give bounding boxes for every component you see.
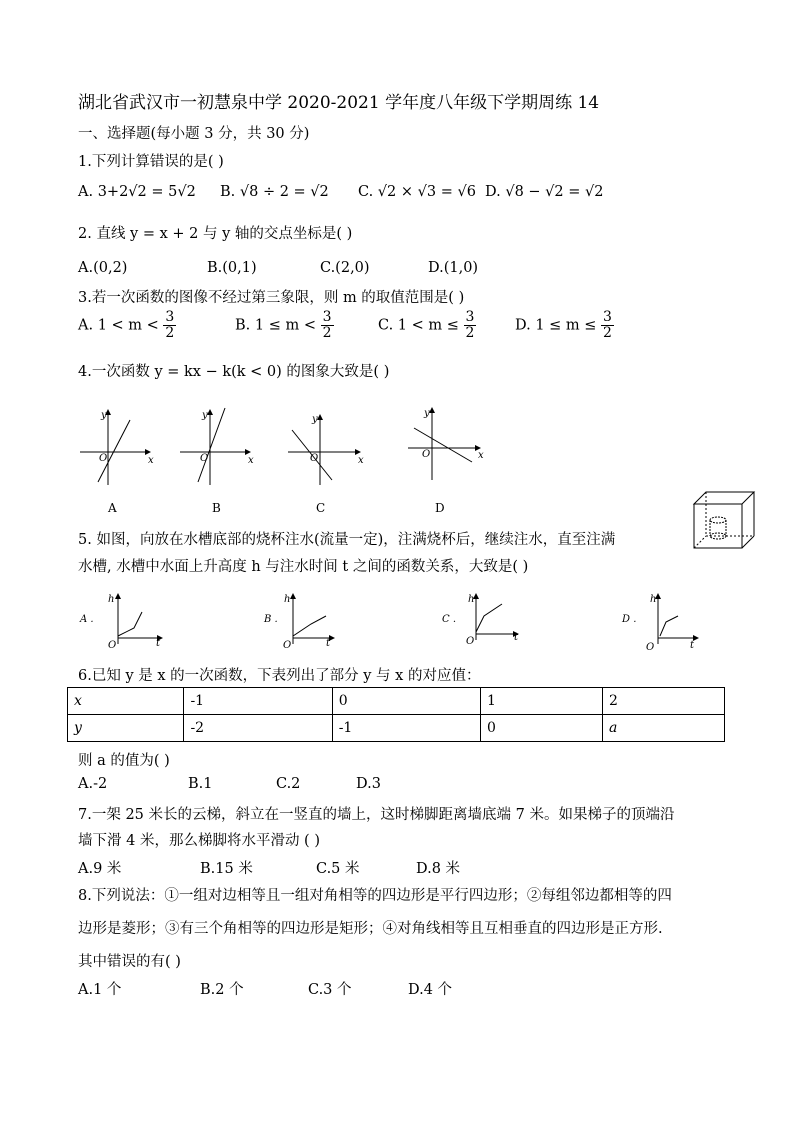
fraction: $\frac{3}{2}$ xyxy=(603,309,612,341)
q7-line-1: 7.一架 25 米长的云梯，斜立在一竖直的墙上，这时梯脚距离墙底端 7 米。如果梯子的顶端沿 xyxy=(78,807,675,823)
axis-t-label: t xyxy=(156,638,161,649)
q6-stem: 6.已知 y 是 x 的一次函数，下表列出了部分 y 与 x 的对应值： xyxy=(78,668,481,684)
q6-ask: 则 a 的值为( ) xyxy=(78,753,170,769)
q3-option-b-text: B. 1 ≤ m < xyxy=(235,317,316,334)
origin-label: O xyxy=(99,453,108,464)
q6-option-d: D.3 xyxy=(356,776,381,792)
q4-graphs xyxy=(70,400,510,520)
table-cell: -2 xyxy=(184,715,332,742)
q7-line-2: 墙下滑 4 米，那么梯脚将水平滑动 ( ) xyxy=(78,833,320,849)
origin-label: O xyxy=(283,640,292,651)
q7-option-a: A.9 米 xyxy=(78,861,122,877)
axis-t-label: t xyxy=(514,632,519,643)
axis-x-label: x xyxy=(148,455,154,466)
q8-line-2: 边形是菱形；③有三个角相等的四边形是矩形；④对角线相等且互相垂直的四边形是正方形. xyxy=(78,921,663,937)
q5-label-d: D . xyxy=(622,614,637,625)
document-title: 湖北省武汉市一初慧泉中学 2020-2021 学年度八年级下学期周练 14 xyxy=(78,93,600,113)
q7-option-d: D.8 米 xyxy=(416,861,461,877)
q1-option-a: A. 3+2√2 = 5√2 xyxy=(78,184,196,200)
origin-label: O xyxy=(108,640,117,651)
q4-graph-c xyxy=(288,414,364,515)
table-cell: 1 xyxy=(480,688,602,715)
q3-option-c xyxy=(378,310,476,341)
q6-value-table xyxy=(67,687,725,742)
fraction: $\frac{3}{2}$ xyxy=(465,309,475,341)
q5-graph-a xyxy=(79,594,162,651)
table-cell: y xyxy=(68,715,184,742)
axis-h-label: h xyxy=(650,594,657,605)
q3-stem: 3.若一次函数的图像不经过第三象限，则 m 的取值范围是( ) xyxy=(78,290,465,306)
q5-line-1: 5. 如图，向放在水槽底部的烧杯注水(流量一定)，注满烧杯后，继续注水，直至注满 xyxy=(78,532,616,548)
q8-line-3: 其中错误的有( ) xyxy=(78,954,181,970)
q3-option-c-text: C. 1 < m ≤ xyxy=(378,317,459,334)
q8-option-c: C.3 个 xyxy=(308,982,352,998)
q4-label-b: B xyxy=(212,501,221,515)
fraction: $\frac{3}{2}$ xyxy=(322,309,332,341)
q2-stem: 2. 直线 y = x + 2 与 y 轴的交点坐标是( ) xyxy=(78,226,353,242)
q4-label-a: A xyxy=(108,501,117,515)
origin-label: O xyxy=(646,642,655,653)
q7-option-c: C.5 米 xyxy=(316,861,360,877)
q4-label-c: C xyxy=(316,501,326,515)
q5-label-a: A . xyxy=(80,614,94,625)
q3-option-a xyxy=(78,310,176,341)
q5-graph-c xyxy=(442,594,519,647)
axis-y-label: y xyxy=(312,414,318,425)
table-cell: a xyxy=(602,715,724,742)
q1-option-d: D. √8 − √2 = √2 xyxy=(485,184,604,200)
q3-option-a-text: A. 1 < m < xyxy=(78,317,159,334)
axis-y-label: y xyxy=(202,410,208,421)
q5-graph-b xyxy=(263,594,334,651)
table-row xyxy=(68,715,725,742)
axis-t-label: t xyxy=(690,640,695,651)
axis-x-label: x xyxy=(248,455,254,466)
axis-x-label: x xyxy=(358,455,364,466)
q5-label-b: B . xyxy=(264,614,278,625)
q5-label-c: C . xyxy=(442,614,457,625)
fraction: $\frac{3}{2}$ xyxy=(165,309,175,341)
q2-option-d: D.(1,0) xyxy=(428,260,479,276)
q4-label-d: D xyxy=(435,501,445,515)
q4-graph-b xyxy=(180,408,254,515)
section-heading: 一、选择题(每小题 3 分，共 30 分) xyxy=(78,126,310,142)
q8-option-b: B.2 个 xyxy=(200,982,244,998)
axis-h-label: h xyxy=(108,594,115,605)
q3-option-b xyxy=(235,310,334,341)
q4-graph-a xyxy=(80,410,154,515)
axis-h-label: h xyxy=(468,594,475,605)
table-cell: 0 xyxy=(480,715,602,742)
q6-option-a: A.-2 xyxy=(78,776,108,792)
q1-stem: 1.下列计算错误的是( ) xyxy=(78,154,224,170)
q1-option-c: C. √2 × √3 = √6 xyxy=(358,184,476,200)
q8-line-1: 8.下列说法：①一组对边相等且一组对角相等的四边形是平行四边形；②每组邻边都相等的四 xyxy=(78,888,672,904)
origin-label: O xyxy=(422,449,431,460)
q4-graph-d xyxy=(408,408,484,515)
q8-option-d: D.4 个 xyxy=(408,982,453,998)
table-cell: 0 xyxy=(332,688,480,715)
q2-option-b: B.(0,1) xyxy=(207,260,257,276)
q3-option-d-text: D. 1 ≤ m ≤ xyxy=(515,317,597,334)
q5-graphs xyxy=(78,588,718,654)
origin-label: O xyxy=(200,453,209,464)
table-cell: -1 xyxy=(332,715,480,742)
table-cell: x xyxy=(68,688,184,715)
q2-option-a: A.(0,2) xyxy=(78,260,128,276)
q6-option-b: B.1 xyxy=(188,776,213,792)
axis-x-label: x xyxy=(478,450,484,461)
q7-option-b: B.15 米 xyxy=(200,861,253,877)
table-cell: 2 xyxy=(602,688,724,715)
q4-stem: 4.一次函数 y = kx − k(k < 0) 的图象大致是( ) xyxy=(78,364,390,380)
q2-option-c: C.(2,0) xyxy=(320,260,370,276)
origin-label: O xyxy=(466,636,475,647)
axis-h-label: h xyxy=(284,594,291,605)
table-row xyxy=(68,688,725,715)
axis-y-label: y xyxy=(424,408,430,419)
origin-label: O xyxy=(310,453,319,464)
q8-option-a: A.1 个 xyxy=(78,982,122,998)
axis-t-label: t xyxy=(326,638,331,649)
q5-graph-d xyxy=(621,594,698,653)
axis-y-label: y xyxy=(101,410,107,421)
q3-option-d xyxy=(515,310,614,341)
q1-option-b: B. √8 ÷ 2 = √2 xyxy=(220,184,329,200)
q6-option-c: C.2 xyxy=(276,776,301,792)
q5-line-2: 水槽, 水槽中水面上升高度 h 与注水时间 t 之间的函数关系，大致是( ) xyxy=(78,559,529,575)
tank-beaker-figure xyxy=(692,490,756,550)
table-cell: -1 xyxy=(184,688,332,715)
